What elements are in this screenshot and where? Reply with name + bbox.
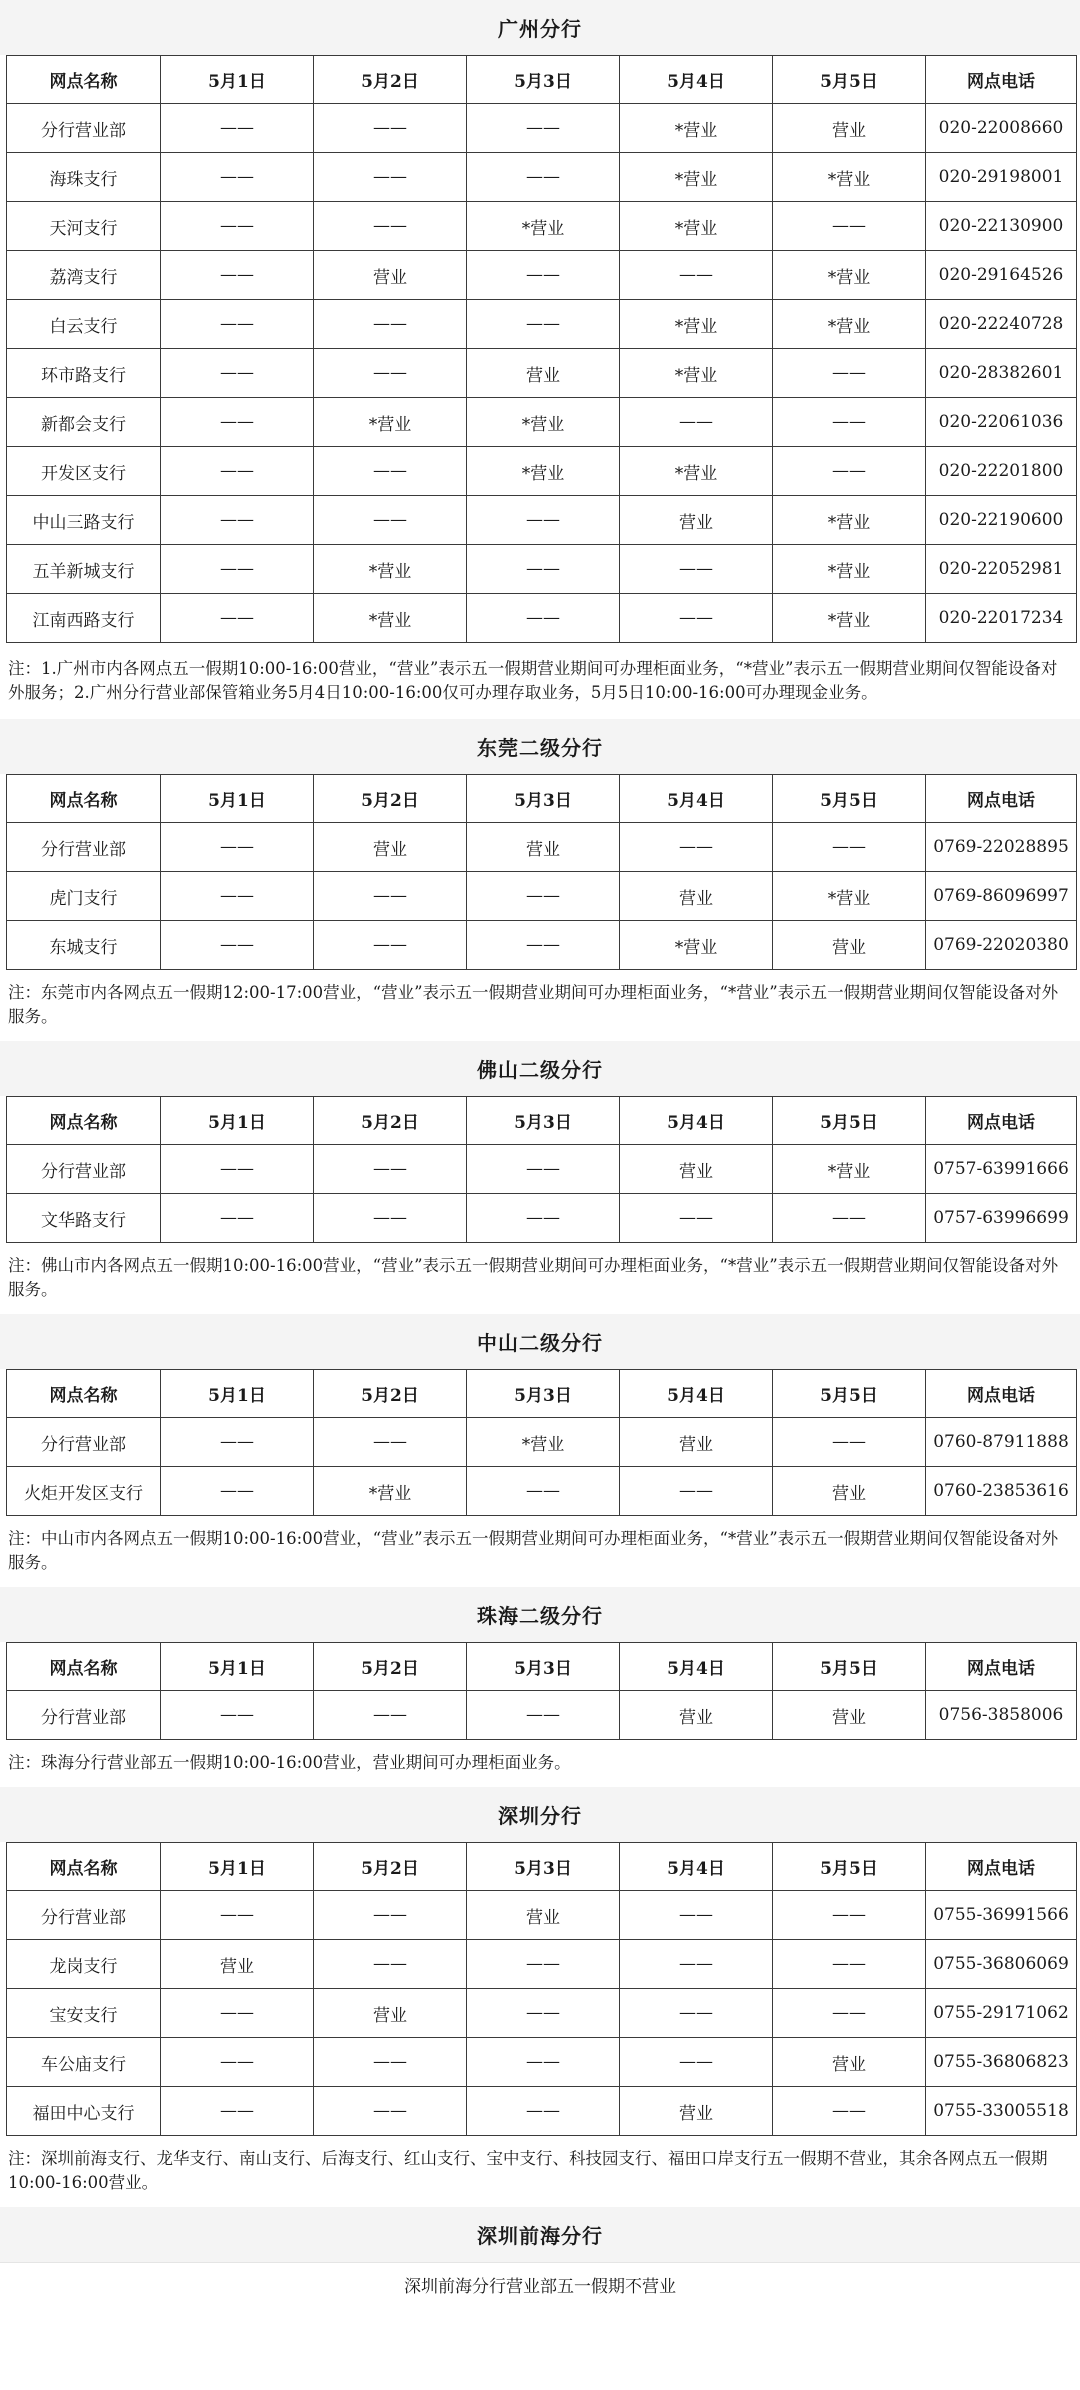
day-status-cell: —— <box>773 1194 926 1243</box>
column-header: 网点名称 <box>7 775 161 823</box>
day-status-cell: 营业 <box>773 1691 926 1740</box>
column-header: 5月3日 <box>467 775 620 823</box>
branch-table-wrapper <box>0 55 1080 643</box>
day-status-cell: 营业 <box>314 1989 467 2038</box>
column-header: 5月4日 <box>620 1643 773 1691</box>
column-header: 5月3日 <box>467 1643 620 1691</box>
day-status-cell: —— <box>620 594 773 643</box>
day-status-cell: —— <box>467 1145 620 1194</box>
day-status-cell: —— <box>467 104 620 153</box>
day-status-cell: —— <box>161 447 314 496</box>
column-header: 5月3日 <box>467 1843 620 1891</box>
day-status-cell: —— <box>161 153 314 202</box>
day-status-cell: *营业 <box>773 594 926 643</box>
branch-name-cell: 分行营业部 <box>7 104 161 153</box>
day-status-cell: —— <box>314 202 467 251</box>
table-header-row <box>7 1843 1077 1891</box>
branch-phone-cell: 0757-63996699 <box>926 1194 1077 1243</box>
column-header: 5月4日 <box>620 775 773 823</box>
day-status-cell: —— <box>161 1691 314 1740</box>
column-header: 5月5日 <box>773 56 926 104</box>
day-status-cell: —— <box>314 104 467 153</box>
table-row <box>7 202 1077 251</box>
day-status-cell: —— <box>773 349 926 398</box>
branch-hours-table <box>6 774 1077 970</box>
branch-name-cell: 东城支行 <box>7 921 161 970</box>
section-title: 东莞二级分行 <box>0 719 1080 774</box>
table-row <box>7 823 1077 872</box>
day-status-cell: —— <box>161 398 314 447</box>
table-row <box>7 1989 1077 2038</box>
day-status-cell: 营业 <box>467 823 620 872</box>
day-status-cell: 营业 <box>467 349 620 398</box>
section-title: 佛山二级分行 <box>0 1041 1080 1096</box>
table-row <box>7 1891 1077 1940</box>
table-row <box>7 496 1077 545</box>
branch-hours-table <box>6 55 1077 643</box>
table-header-row <box>7 775 1077 823</box>
branch-phone-cell: 020-29198001 <box>926 153 1077 202</box>
day-status-cell: *营业 <box>314 545 467 594</box>
branch-phone-cell: 020-22130900 <box>926 202 1077 251</box>
day-status-cell: *营业 <box>467 447 620 496</box>
column-header: 5月2日 <box>314 1370 467 1418</box>
column-header: 5月2日 <box>314 56 467 104</box>
day-status-cell: —— <box>620 398 773 447</box>
day-status-cell: —— <box>161 1194 314 1243</box>
day-status-cell: —— <box>161 594 314 643</box>
table-row <box>7 1940 1077 1989</box>
day-status-cell: 营业 <box>620 496 773 545</box>
day-status-cell: —— <box>161 202 314 251</box>
column-header: 5月1日 <box>161 1843 314 1891</box>
branch-name-cell: 福田中心支行 <box>7 2087 161 2136</box>
branch-table-wrapper <box>0 1842 1080 2136</box>
day-status-cell: 营业 <box>620 872 773 921</box>
day-status-cell: —— <box>773 823 926 872</box>
day-status-cell: *营业 <box>620 349 773 398</box>
column-header: 5月5日 <box>773 1370 926 1418</box>
column-header: 5月1日 <box>161 1097 314 1145</box>
branch-name-cell: 环市路支行 <box>7 349 161 398</box>
day-status-cell: —— <box>467 921 620 970</box>
branch-phone-cell: 0760-87911888 <box>926 1418 1077 1467</box>
day-status-cell: *营业 <box>620 153 773 202</box>
day-status-cell: —— <box>620 823 773 872</box>
day-status-cell: —— <box>620 1467 773 1516</box>
day-status-cell: —— <box>161 545 314 594</box>
branch-name-cell: 荔湾支行 <box>7 251 161 300</box>
column-header: 5月2日 <box>314 1643 467 1691</box>
branch-name-cell: 新都会支行 <box>7 398 161 447</box>
day-status-cell: —— <box>467 251 620 300</box>
day-status-cell: —— <box>314 1418 467 1467</box>
column-header: 5月1日 <box>161 1643 314 1691</box>
section-note: 注：佛山市内各网点五一假期10:00-16:00营业，“营业”表示五一假期营业期间可办理柜面业务，“*营业”表示五一假期营业期间仅智能设备对外服务。 <box>8 1256 1059 1299</box>
branch-phone-cell: 0755-36806069 <box>926 1940 1077 1989</box>
branch-phone-cell: 020-28382601 <box>926 349 1077 398</box>
column-header: 5月3日 <box>467 1097 620 1145</box>
column-header: 5月1日 <box>161 56 314 104</box>
day-status-cell: *营业 <box>773 545 926 594</box>
day-status-cell: —— <box>467 872 620 921</box>
section-title: 珠海二级分行 <box>0 1587 1080 1642</box>
day-status-cell: —— <box>314 1691 467 1740</box>
day-status-cell: 营业 <box>620 1418 773 1467</box>
day-status-cell: —— <box>314 2087 467 2136</box>
branch-name-cell: 火炬开发区支行 <box>7 1467 161 1516</box>
branch-name-cell: 宝安支行 <box>7 1989 161 2038</box>
day-status-cell: —— <box>161 496 314 545</box>
column-header: 5月1日 <box>161 775 314 823</box>
day-status-cell: —— <box>620 1891 773 1940</box>
day-status-cell: —— <box>161 823 314 872</box>
branch-name-cell: 分行营业部 <box>7 1891 161 1940</box>
day-status-cell: —— <box>467 545 620 594</box>
day-status-cell: 营业 <box>620 1145 773 1194</box>
branch-phone-cell: 0760-23853616 <box>926 1467 1077 1516</box>
branch-phone-cell: 020-22017234 <box>926 594 1077 643</box>
branch-name-cell: 开发区支行 <box>7 447 161 496</box>
day-status-cell: —— <box>773 202 926 251</box>
day-status-cell: *营业 <box>773 251 926 300</box>
table-row <box>7 1418 1077 1467</box>
day-status-cell: 营业 <box>773 1467 926 1516</box>
day-status-cell: —— <box>773 2087 926 2136</box>
column-header: 5月2日 <box>314 775 467 823</box>
day-status-cell: —— <box>620 1989 773 2038</box>
branch-name-cell: 虎门支行 <box>7 872 161 921</box>
branch-name-cell: 车公庙支行 <box>7 2038 161 2087</box>
day-status-cell: —— <box>314 1145 467 1194</box>
day-status-cell: —— <box>467 2087 620 2136</box>
branch-phone-cell: 020-22190600 <box>926 496 1077 545</box>
day-status-cell: *营业 <box>620 300 773 349</box>
table-row <box>7 153 1077 202</box>
day-status-cell: —— <box>314 496 467 545</box>
column-header: 5月4日 <box>620 1843 773 1891</box>
branch-name-cell: 五羊新城支行 <box>7 545 161 594</box>
branch-table-wrapper <box>0 1369 1080 1516</box>
branch-name-cell: 分行营业部 <box>7 1691 161 1740</box>
branch-hours-table <box>6 1096 1077 1243</box>
day-status-cell: —— <box>467 1467 620 1516</box>
column-header: 网点电话 <box>926 1643 1077 1691</box>
column-header: 5月2日 <box>314 1097 467 1145</box>
branch-phone-cell: 020-22008660 <box>926 104 1077 153</box>
day-status-cell: —— <box>773 1418 926 1467</box>
day-status-cell: —— <box>467 594 620 643</box>
day-status-cell: —— <box>161 1418 314 1467</box>
day-status-cell: —— <box>161 1989 314 2038</box>
day-status-cell: 营业 <box>467 1891 620 1940</box>
branch-table-wrapper <box>0 1096 1080 1243</box>
section-note: 注：1.广州市内各网点五一假期10:00-16:00营业，“营业”表示五一假期营业期间可办理柜面业务，“*营业”表示五一假期营业期间仅智能设备对外服务；2.广州分行营业部保管箱业务5月4日10:00-16:00仅可办理存取业务，5月5日10:00-16:00可办理现金业务。 <box>8 659 1058 702</box>
branch-phone-cell: 020-22201800 <box>926 447 1077 496</box>
day-status-cell: —— <box>314 153 467 202</box>
day-status-cell: —— <box>161 921 314 970</box>
day-status-cell: —— <box>161 1467 314 1516</box>
day-status-cell: —— <box>161 2087 314 2136</box>
column-header: 5月5日 <box>773 1097 926 1145</box>
column-header: 网点名称 <box>7 1370 161 1418</box>
table-header-row <box>7 1097 1077 1145</box>
day-status-cell: —— <box>620 545 773 594</box>
day-status-cell: *营业 <box>467 202 620 251</box>
table-row <box>7 447 1077 496</box>
day-status-cell: —— <box>773 398 926 447</box>
branch-phone-cell: 0769-22028895 <box>926 823 1077 872</box>
day-status-cell: *营业 <box>773 872 926 921</box>
day-status-cell: *营业 <box>314 594 467 643</box>
day-status-cell: —— <box>161 251 314 300</box>
branch-hours-table <box>6 1842 1077 2136</box>
section-title: 广州分行 <box>0 0 1080 55</box>
day-status-cell: 营业 <box>773 921 926 970</box>
day-status-cell: —— <box>467 1194 620 1243</box>
column-header: 网点名称 <box>7 1843 161 1891</box>
section-note: 注：珠海分行营业部五一假期10:00-16:00营业，营业期间可办理柜面业务。 <box>8 1753 571 1772</box>
table-row <box>7 1691 1077 1740</box>
branch-phone-cell: 020-22240728 <box>926 300 1077 349</box>
section-title: 中山二级分行 <box>0 1314 1080 1369</box>
qianhai-closed-message: 深圳前海分行营业部五一假期不营业 <box>0 2262 1080 2305</box>
day-status-cell: —— <box>467 1691 620 1740</box>
day-status-cell: 营业 <box>620 1691 773 1740</box>
day-status-cell: —— <box>467 2038 620 2087</box>
column-header: 网点名称 <box>7 56 161 104</box>
day-status-cell: *营业 <box>620 104 773 153</box>
day-status-cell: —— <box>467 1940 620 1989</box>
table-header-row <box>7 1643 1077 1691</box>
day-status-cell: —— <box>161 349 314 398</box>
column-header: 网点电话 <box>926 1097 1077 1145</box>
day-status-cell: *营业 <box>467 1418 620 1467</box>
table-row <box>7 1194 1077 1243</box>
branch-name-cell: 分行营业部 <box>7 1145 161 1194</box>
branch-phone-cell: 020-22061036 <box>926 398 1077 447</box>
day-status-cell: —— <box>161 300 314 349</box>
column-header: 5月5日 <box>773 1843 926 1891</box>
day-status-cell: *营业 <box>773 153 926 202</box>
table-row <box>7 300 1077 349</box>
table-row <box>7 2087 1077 2136</box>
day-status-cell: —— <box>314 2038 467 2087</box>
column-header: 5月5日 <box>773 775 926 823</box>
table-header-row <box>7 56 1077 104</box>
day-status-cell: 营业 <box>773 104 926 153</box>
branch-name-cell: 天河支行 <box>7 202 161 251</box>
branch-phone-cell: 020-22052981 <box>926 545 1077 594</box>
column-header: 5月3日 <box>467 1370 620 1418</box>
day-status-cell: —— <box>620 2038 773 2087</box>
day-status-cell: —— <box>314 349 467 398</box>
day-status-cell: —— <box>620 251 773 300</box>
day-status-cell: —— <box>161 1145 314 1194</box>
branch-phone-cell: 0769-22020380 <box>926 921 1077 970</box>
branch-hours-table <box>6 1369 1077 1516</box>
day-status-cell: *营业 <box>773 1145 926 1194</box>
day-status-cell: —— <box>467 496 620 545</box>
column-header: 5月1日 <box>161 1370 314 1418</box>
branch-phone-cell: 0755-36806823 <box>926 2038 1077 2087</box>
day-status-cell: 营业 <box>314 823 467 872</box>
day-status-cell: *营业 <box>773 496 926 545</box>
day-status-cell: —— <box>467 1989 620 2038</box>
day-status-cell: *营业 <box>314 398 467 447</box>
table-header-row <box>7 1370 1077 1418</box>
section-note: 注：深圳前海支行、龙华支行、南山支行、后海支行、红山支行、宝中支行、科技园支行、福田口岸支行五一假期不营业，其余各网点五一假期10:00-16:00营业。 <box>8 2149 1048 2192</box>
column-header: 5月4日 <box>620 1097 773 1145</box>
column-header: 5月2日 <box>314 1843 467 1891</box>
branch-table-wrapper <box>0 774 1080 970</box>
day-status-cell: —— <box>467 300 620 349</box>
day-status-cell: —— <box>314 447 467 496</box>
day-status-cell: —— <box>773 447 926 496</box>
branch-hours-table <box>6 1642 1077 1740</box>
column-header: 网点电话 <box>926 775 1077 823</box>
day-status-cell: —— <box>620 1940 773 1989</box>
section-note: 注：中山市内各网点五一假期10:00-16:00营业，“营业”表示五一假期营业期间可办理柜面业务，“*营业”表示五一假期营业期间仅智能设备对外服务。 <box>8 1529 1059 1572</box>
branch-phone-cell: 020-29164526 <box>926 251 1077 300</box>
table-row <box>7 872 1077 921</box>
branch-phone-cell: 0769-86096997 <box>926 872 1077 921</box>
branch-name-cell: 江南西路支行 <box>7 594 161 643</box>
day-status-cell: —— <box>314 1940 467 1989</box>
day-status-cell: —— <box>314 1891 467 1940</box>
day-status-cell: —— <box>467 153 620 202</box>
day-status-cell: *营业 <box>620 202 773 251</box>
day-status-cell: 营业 <box>620 2087 773 2136</box>
branch-name-cell: 白云支行 <box>7 300 161 349</box>
day-status-cell: —— <box>773 1989 926 2038</box>
column-header: 网点名称 <box>7 1643 161 1691</box>
column-header: 网点名称 <box>7 1097 161 1145</box>
column-header: 5月4日 <box>620 1370 773 1418</box>
branch-name-cell: 文华路支行 <box>7 1194 161 1243</box>
table-row <box>7 921 1077 970</box>
branch-name-cell: 龙岗支行 <box>7 1940 161 1989</box>
day-status-cell: —— <box>314 300 467 349</box>
table-row <box>7 398 1077 447</box>
branch-phone-cell: 0755-29171062 <box>926 1989 1077 2038</box>
day-status-cell: *营业 <box>467 398 620 447</box>
day-status-cell: 营业 <box>314 251 467 300</box>
column-header: 5月3日 <box>467 56 620 104</box>
day-status-cell: —— <box>161 1891 314 1940</box>
branch-name-cell: 中山三路支行 <box>7 496 161 545</box>
day-status-cell: —— <box>161 104 314 153</box>
day-status-cell: 营业 <box>773 2038 926 2087</box>
column-header: 网点电话 <box>926 56 1077 104</box>
branch-table-wrapper <box>0 1642 1080 1740</box>
column-header: 网点电话 <box>926 1370 1077 1418</box>
day-status-cell: *营业 <box>773 300 926 349</box>
day-status-cell: *营业 <box>314 1467 467 1516</box>
branch-name-cell: 分行营业部 <box>7 1418 161 1467</box>
day-status-cell: —— <box>161 2038 314 2087</box>
column-header: 5月4日 <box>620 56 773 104</box>
day-status-cell: —— <box>161 872 314 921</box>
day-status-cell: —— <box>773 1891 926 1940</box>
table-row <box>7 104 1077 153</box>
column-header: 5月5日 <box>773 1643 926 1691</box>
day-status-cell: —— <box>314 872 467 921</box>
section-title: 深圳前海分行 <box>0 2207 1080 2262</box>
day-status-cell: —— <box>314 1194 467 1243</box>
day-status-cell: 营业 <box>161 1940 314 1989</box>
branch-phone-cell: 0755-36991566 <box>926 1891 1077 1940</box>
table-row <box>7 2038 1077 2087</box>
table-row <box>7 594 1077 643</box>
section-title: 深圳分行 <box>0 1787 1080 1842</box>
branch-name-cell: 海珠支行 <box>7 153 161 202</box>
branch-phone-cell: 0757-63991666 <box>926 1145 1077 1194</box>
day-status-cell: *营业 <box>620 921 773 970</box>
table-row <box>7 349 1077 398</box>
table-row <box>7 1467 1077 1516</box>
column-header: 网点电话 <box>926 1843 1077 1891</box>
branch-phone-cell: 0756-3858006 <box>926 1691 1077 1740</box>
table-row <box>7 545 1077 594</box>
branch-name-cell: 分行营业部 <box>7 823 161 872</box>
day-status-cell: *营业 <box>620 447 773 496</box>
day-status-cell: —— <box>620 1194 773 1243</box>
branch-phone-cell: 0755-33005518 <box>926 2087 1077 2136</box>
section-note: 注：东莞市内各网点五一假期12:00-17:00营业，“营业”表示五一假期营业期间可办理柜面业务，“*营业”表示五一假期营业期间仅智能设备对外服务。 <box>8 983 1059 1026</box>
day-status-cell: —— <box>314 921 467 970</box>
table-row <box>7 1145 1077 1194</box>
day-status-cell: —— <box>773 1940 926 1989</box>
table-row <box>7 251 1077 300</box>
